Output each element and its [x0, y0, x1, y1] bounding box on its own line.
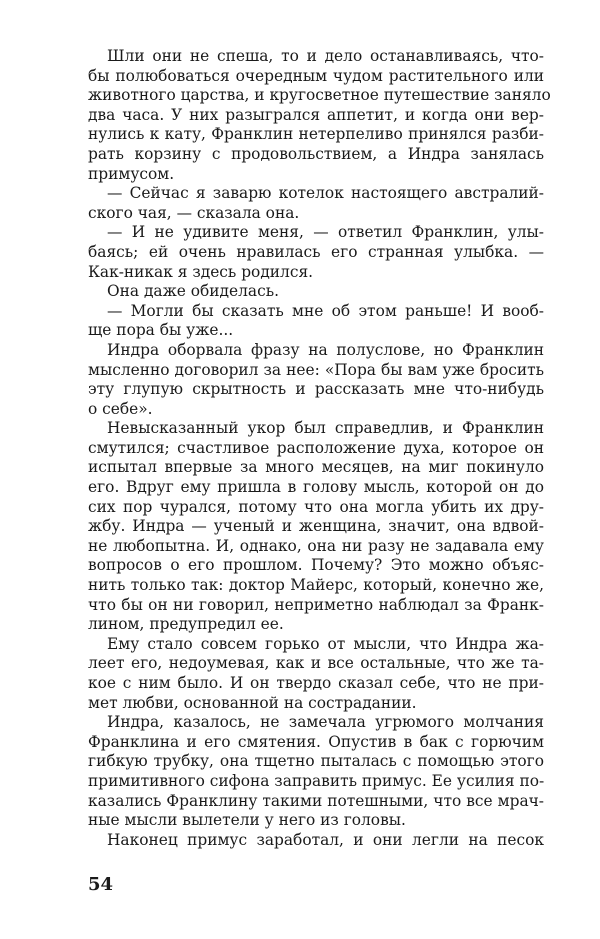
text-line: рать корзину с продовольствием, а Индра занялась — [88, 144, 544, 163]
text-line: смутился; счастливое расположение духа, которое он — [88, 438, 544, 457]
text-line: баясь; ей очень нравилась его странная улыбка. — — [88, 242, 544, 261]
text-line: нулись к кату, Франклин нетерпеливо принялся разби- — [88, 125, 544, 144]
text-line: лином, предупредил ее. — [88, 615, 284, 634]
book-page-text — [88, 47, 551, 850]
text-line: гибкую трубку, она тщетно пыталась с помощью этого — [88, 752, 544, 771]
text-line: жбу. Индра — ученый и женщина, значит, она вдвой- — [88, 517, 544, 536]
text-line: бы полюбоваться очередным чудом растительного или — [88, 66, 544, 85]
text-line: не любопытна. И, однако, она ни разу не задавала ему — [88, 536, 544, 555]
text-line: Она даже обиделась. — [107, 282, 279, 301]
text-line: мысленно договорил за нее: «Пора бы вам уже бросить — [88, 360, 544, 379]
text-line: примусом. — [88, 164, 175, 183]
text-line: сих пор чурался, потому что она могла убить их дру- — [88, 497, 544, 516]
text-line: животного царства, и кругосветное путешествие заняло — [88, 86, 551, 105]
text-line: казались Франклину такими потешными, что все мрач- — [88, 791, 544, 810]
text-line: Ему стало совсем горько от мысли, что Индра жа- — [107, 634, 544, 653]
text-line: ского чая, — сказала она. — [88, 203, 300, 222]
text-line: кое с ним было. И он твердо сказал себе, что не при- — [88, 674, 544, 692]
text-line: что бы он ни говорил, неприметно наблюдал за Франк- — [88, 595, 544, 614]
text-line: о себе». — [88, 399, 153, 418]
text-line: Франклина и его смятения. Опустив в бак с горючим — [88, 732, 544, 751]
text-line: испытал впервые за много месяцев, на миг покинуло — [88, 458, 544, 477]
text-line: Невысказанный укор был справедлив, и Франклин — [107, 419, 544, 438]
text-line: Шли они не спеша, то и дело останавливаясь, что- — [107, 47, 544, 65]
text-line: — Могли бы сказать мне об этом раньше! И вооб- — [107, 301, 544, 320]
text-line: — Сейчас я заварю котелок настоящего австралий- — [107, 184, 544, 203]
text-line: нить только так: доктор Майерс, который, конечно же, — [88, 576, 544, 595]
text-line: Индра оборвала фразу на полуслове, но Франклин — [107, 340, 544, 359]
text-line: Наконец примус заработал, и они легли на песок — [107, 830, 544, 849]
text-line: Как-никак я здесь родился. — [88, 262, 314, 281]
text-line: примитивного сифона заправить примус. Ее усилия по- — [88, 771, 545, 790]
text-line: Индра, казалось, не замечала угрюмого молчания — [107, 713, 544, 732]
text-line: ные мысли вылетели у него из головы. — [88, 811, 406, 830]
page-number: 54 — [88, 874, 114, 895]
text-line: мет любви, основанной на сострадании. — [88, 693, 417, 712]
text-line: эту глупую скрытность и рассказать мне что-нибудь — [88, 380, 544, 399]
text-line: его. Вдруг ему пришла в голову мысль, которой он до — [88, 478, 544, 497]
text-line: ще пора бы уже... — [88, 321, 234, 340]
text-line: два часа. У них разыгрался аппетит, и когда они вер- — [88, 105, 544, 124]
text-line: вопросов о его прошлом. Почему? Это можно объяс- — [88, 556, 544, 575]
text-line: леет его, недоумевая, как и все остальные, что же та- — [88, 654, 544, 673]
text-line: — И не удивите меня, — ответил Франклин, улы- — [107, 223, 544, 242]
